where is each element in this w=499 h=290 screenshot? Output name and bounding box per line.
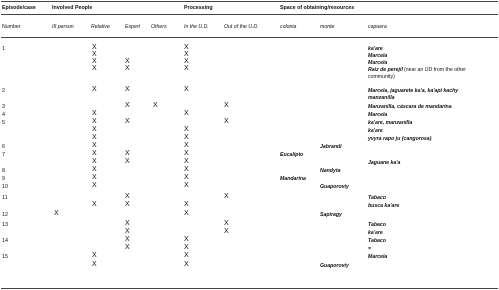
episode-number: 15 [2, 254, 8, 260]
mark-in-ud: X [184, 58, 189, 65]
mark-others: X [153, 102, 158, 109]
mark-relative: X [92, 110, 97, 117]
monte-value: Guaporoviy [320, 263, 349, 269]
capuera-value: Tabaco [368, 222, 386, 228]
episode-number: 14 [2, 238, 8, 244]
mark-expert: X [125, 158, 130, 165]
mark-in-ud: X [184, 236, 189, 243]
episode-number: 11 [2, 195, 8, 201]
capuera-value-continued: manzanilla [368, 95, 395, 101]
col-expert: Expert [125, 24, 140, 30]
mark-expert: X [125, 228, 130, 235]
mark-in-ud: X [184, 244, 189, 251]
mark-in-ud: X [184, 201, 189, 208]
mark-in-ud: X [184, 174, 189, 181]
mark-relative: X [92, 261, 97, 268]
episode-number: 12 [2, 212, 8, 218]
mark-expert: X [125, 201, 130, 208]
mark-relative: X [92, 252, 97, 259]
capuera-value: ka'are [368, 46, 383, 52]
mark-in-ud: X [184, 44, 189, 51]
mark-in-ud: X [184, 182, 189, 189]
mark-out-ud: X [224, 220, 229, 227]
group-rule [1, 14, 498, 15]
capuera-value: ka'are [368, 128, 383, 134]
colonia-value: Eucalipto [280, 152, 304, 158]
capuera-value: ka'are [368, 230, 383, 236]
monte-value: Nandyta [320, 168, 341, 174]
mark-relative: X [92, 65, 97, 72]
mark-relative: X [92, 118, 97, 125]
capuera-value: yvyra rapo ju (cangorosa) [368, 136, 432, 142]
header-space-resources: Space of obtaining/resources [280, 5, 355, 11]
bottom-rule [1, 288, 498, 289]
capuera-value: ka'are, manzanilla [368, 120, 413, 126]
mark-third-person: X [54, 210, 59, 217]
capuera-value: Marcela [368, 53, 388, 59]
mark-in-ud: X [184, 110, 189, 117]
mark-out-ud: X [224, 102, 229, 109]
mark-expert: X [125, 193, 130, 200]
mark-relative: X [92, 166, 97, 173]
capuera-value: Marcela [368, 60, 388, 66]
capuera-value: Raiz de perejil [368, 67, 403, 73]
col-in-ud: In the U.D. [184, 24, 209, 30]
capuera-value: = [368, 246, 372, 252]
capuera-value: Manzanilla, cáscara de mandarina [368, 104, 452, 110]
mark-out-ud: X [224, 228, 229, 235]
episode-number: 2 [2, 88, 5, 94]
mark-relative: X [92, 126, 97, 133]
col-third-person: III person [52, 24, 74, 30]
monte-value: Jabrandi [320, 144, 342, 150]
mark-expert: X [125, 244, 130, 251]
col-others: Others [151, 24, 167, 30]
capuera-value: Marcela [368, 112, 388, 118]
mark-expert: X [125, 118, 130, 125]
mark-in-ud: X [184, 210, 189, 217]
capuera-value: Jaguane ka'a [368, 160, 401, 166]
header-processing: Processing [184, 5, 213, 11]
mark-out-ud: X [224, 118, 229, 125]
capuera-value: Marcela, jaguarete ka'a, ka'api kachy [368, 88, 459, 94]
mark-relative: X [92, 201, 97, 208]
mark-in-ud: X [184, 134, 189, 141]
episode-number: 1 [2, 46, 5, 52]
episode-number: 3 [2, 104, 5, 110]
header-episode-case: Episode/case [2, 5, 36, 11]
capuera-value-continued: community) [368, 74, 395, 80]
mark-in-ud: X [184, 150, 189, 157]
mark-relative: X [92, 44, 97, 51]
header-involved-people: Involved People [52, 5, 93, 11]
col-capuera: capuera [368, 24, 387, 30]
episode-number: 6 [2, 144, 5, 150]
capuera-value: Tabaco [368, 238, 386, 244]
mark-in-ud: X [184, 158, 189, 165]
mark-relative: X [92, 158, 97, 165]
mark-out-ud: X [224, 193, 229, 200]
mark-relative: X [92, 58, 97, 65]
mark-expert: X [125, 65, 130, 72]
mark-expert: X [125, 220, 130, 227]
header-rule [1, 37, 498, 38]
capuera-value: Marcela [368, 254, 388, 260]
mark-relative: X [92, 86, 97, 93]
monte-value: Sapiragy [320, 212, 342, 218]
capuera-value: busca ka'are [368, 203, 400, 209]
mark-relative: X [92, 174, 97, 181]
episode-number: 7 [2, 152, 5, 158]
col-relative: Relative [91, 24, 110, 30]
mark-in-ud: X [184, 261, 189, 268]
episode-number: 8 [2, 168, 5, 174]
episode-number: 4 [2, 112, 5, 118]
mark-in-ud: X [184, 126, 189, 133]
mark-in-ud: X [184, 252, 189, 259]
mark-in-ud: X [184, 142, 189, 149]
episode-number: 10 [2, 184, 8, 190]
col-monte: monte [320, 24, 335, 30]
mark-relative: X [92, 150, 97, 157]
mark-relative: X [92, 134, 97, 141]
mark-expert: X [125, 236, 130, 243]
monte-value: Guaporoviy [320, 184, 349, 190]
mark-in-ud: X [184, 51, 189, 58]
mark-expert: X [125, 86, 130, 93]
episode-number: 13 [2, 222, 8, 228]
mark-in-ud: X [184, 166, 189, 173]
col-number: Number [2, 24, 21, 30]
capuera-note: (near an UD from the other [404, 67, 466, 73]
mark-expert: X [125, 150, 130, 157]
episode-number: 9 [2, 176, 5, 182]
col-out-ud: Out of the U.D. [224, 24, 259, 30]
mark-expert: X [125, 102, 130, 109]
colonia-value: Mandarina [280, 176, 306, 182]
episode-number: 5 [2, 120, 5, 126]
mark-relative: X [92, 142, 97, 149]
mark-relative: X [92, 182, 97, 189]
mark-in-ud: X [184, 86, 189, 93]
top-rule [1, 1, 498, 2]
capuera-value: Tabaco [368, 195, 386, 201]
mark-in-ud: X [184, 65, 189, 72]
col-colonia: colonia [280, 24, 297, 30]
mark-relative: X [92, 51, 97, 58]
mark-expert: X [125, 58, 130, 65]
